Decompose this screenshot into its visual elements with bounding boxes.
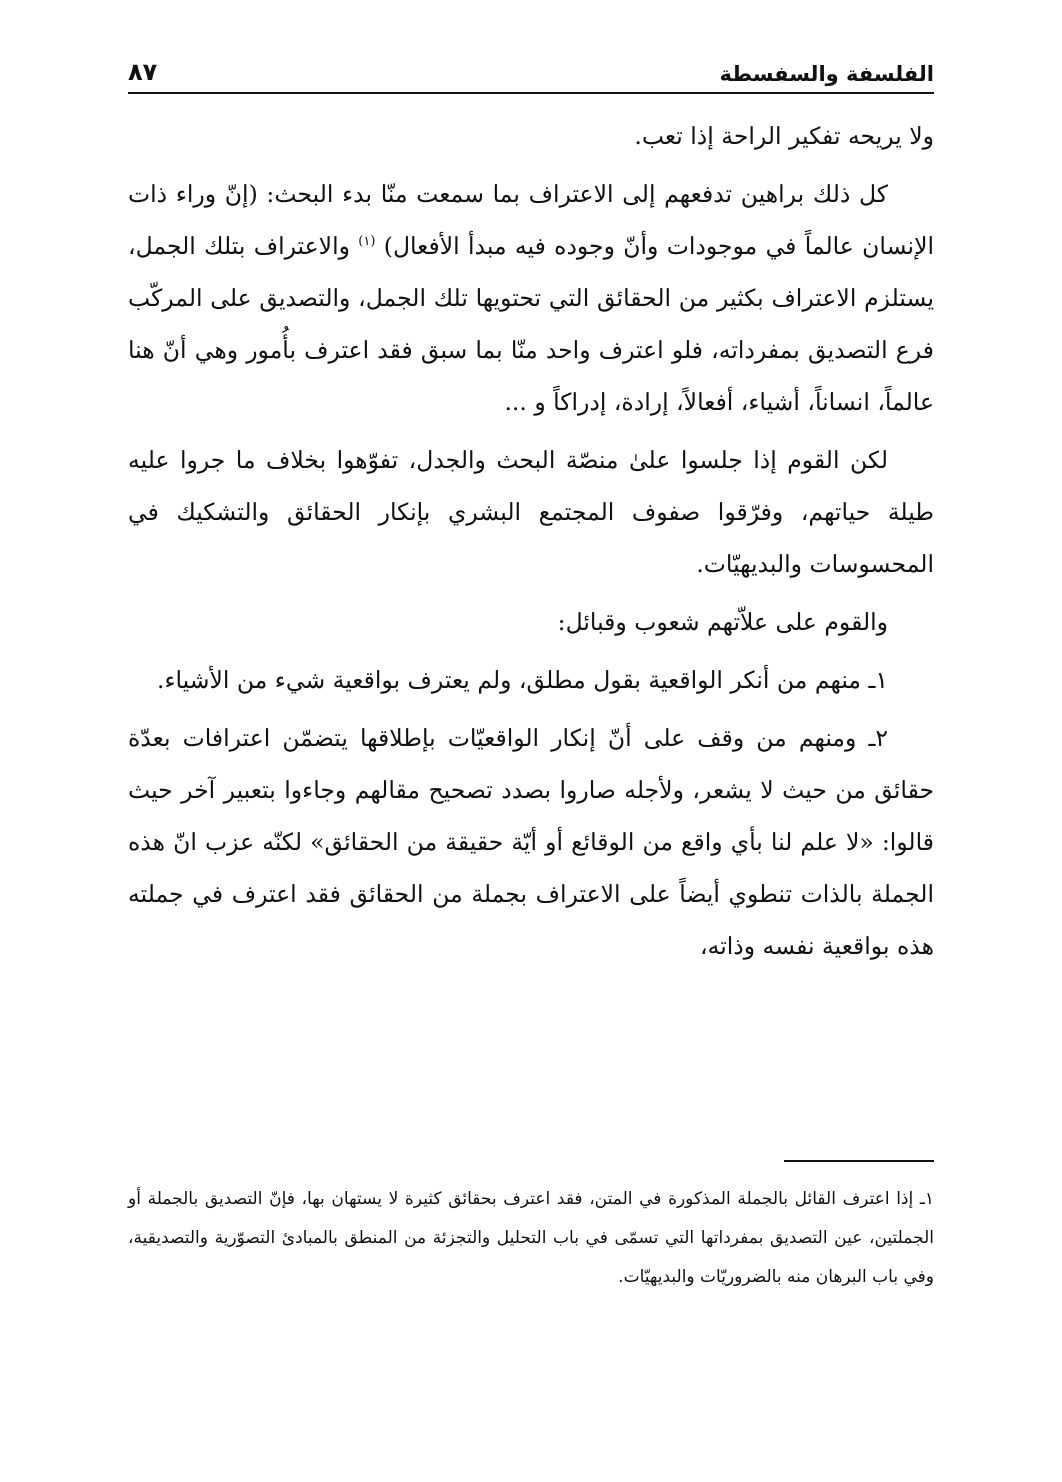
page-header bbox=[128, 40, 934, 94]
footnote-reference: (١) bbox=[358, 234, 376, 250]
paragraph-2-text: كل ذلك براهين تدفعهم إلى الاعتراف بما سمعت منّا بدء البحث: (إنّ وراء ذات الإنسان عالماً في موجودات وأنّ وجوده فيه مبدأ الأفعال) bbox=[128, 180, 935, 260]
main-text bbox=[128, 110, 934, 978]
running-title: الفلسفة والسفسطة bbox=[719, 62, 934, 86]
footnote-divider bbox=[784, 1160, 934, 1162]
footnote bbox=[128, 1180, 934, 1297]
paragraph-3: لكن القوم إذا جلسوا علىٰ منصّة البحث والجدل، تفوّهوا بخلاف ما جروا عليه طيلة حياتهم، وفرّقوا صفوف المجتمع البشري بإنكار الحقائق والتشكيك في المحسوسات والبديهيّات. bbox=[128, 446, 934, 578]
paragraph-4: والقوم على علاّتهم شعوب وقبائل: bbox=[557, 608, 888, 636]
list-item-1: ١ـ منهم من أنكر الواقعية بقول مطلق، ولم يعترف بواقعية شيء من الأشياء. bbox=[157, 666, 888, 694]
footnote-text: ١ـ إذا اعترف القائل بالجملة المذكورة في المتن، فقد اعترف بحقائق كثيرة لا يستهان بها، فإنّ التصديق بالجملة أو الجملتين، عين التصديق بمفرداتها التي تسمّى في باب التحليل والتجزئة من المنطق بالمبادئ التصوّرية والتصديقية، وفي باب البرهان منه بالضروريّات والبديهيّات. bbox=[128, 1189, 934, 1287]
page-number: ٨٧ bbox=[128, 58, 158, 86]
paragraph-2 bbox=[128, 168, 934, 428]
paragraph-1: ولا يريحه تفكير الراحة إذا تعب. bbox=[634, 122, 934, 150]
list-item-2: ٢ـ ومنهم من وقف على أنّ إنكار الواقعيّات بإطلاقها يتضمّن اعترافات بعدّة حقائق من حيث لا يشعر، ولأجله صاروا بصدد تصحيح مقالهم وجاءوا بتعبير آخر حيث قالوا: «لا علم لنا بأي واقع من الوقائع أو أيّة حقيقة من الحقائق» لكنّه عزب انّ هذه الجملة بالذات تنطوي أيضاً على الاعتراف بجملة من الحقائق فقد اعترف في جملته هذه بواقعية نفسه وذاته، bbox=[128, 724, 934, 960]
paragraph-2-continuation: والاعتراف بتلك الجمل، يستلزم الاعتراف بكثير من الحقائق التي تحتويها تلك الجمل، والتصديق على المركّب فرع التصديق بمفرداته، فلو اعترف واحد منّا بما سبق فقد اعترف بأُمور وهي أنّ هنا عالماً، انساناً، أشياء، أفعالاً، إرادة، إدراكاً و ... bbox=[128, 232, 934, 416]
